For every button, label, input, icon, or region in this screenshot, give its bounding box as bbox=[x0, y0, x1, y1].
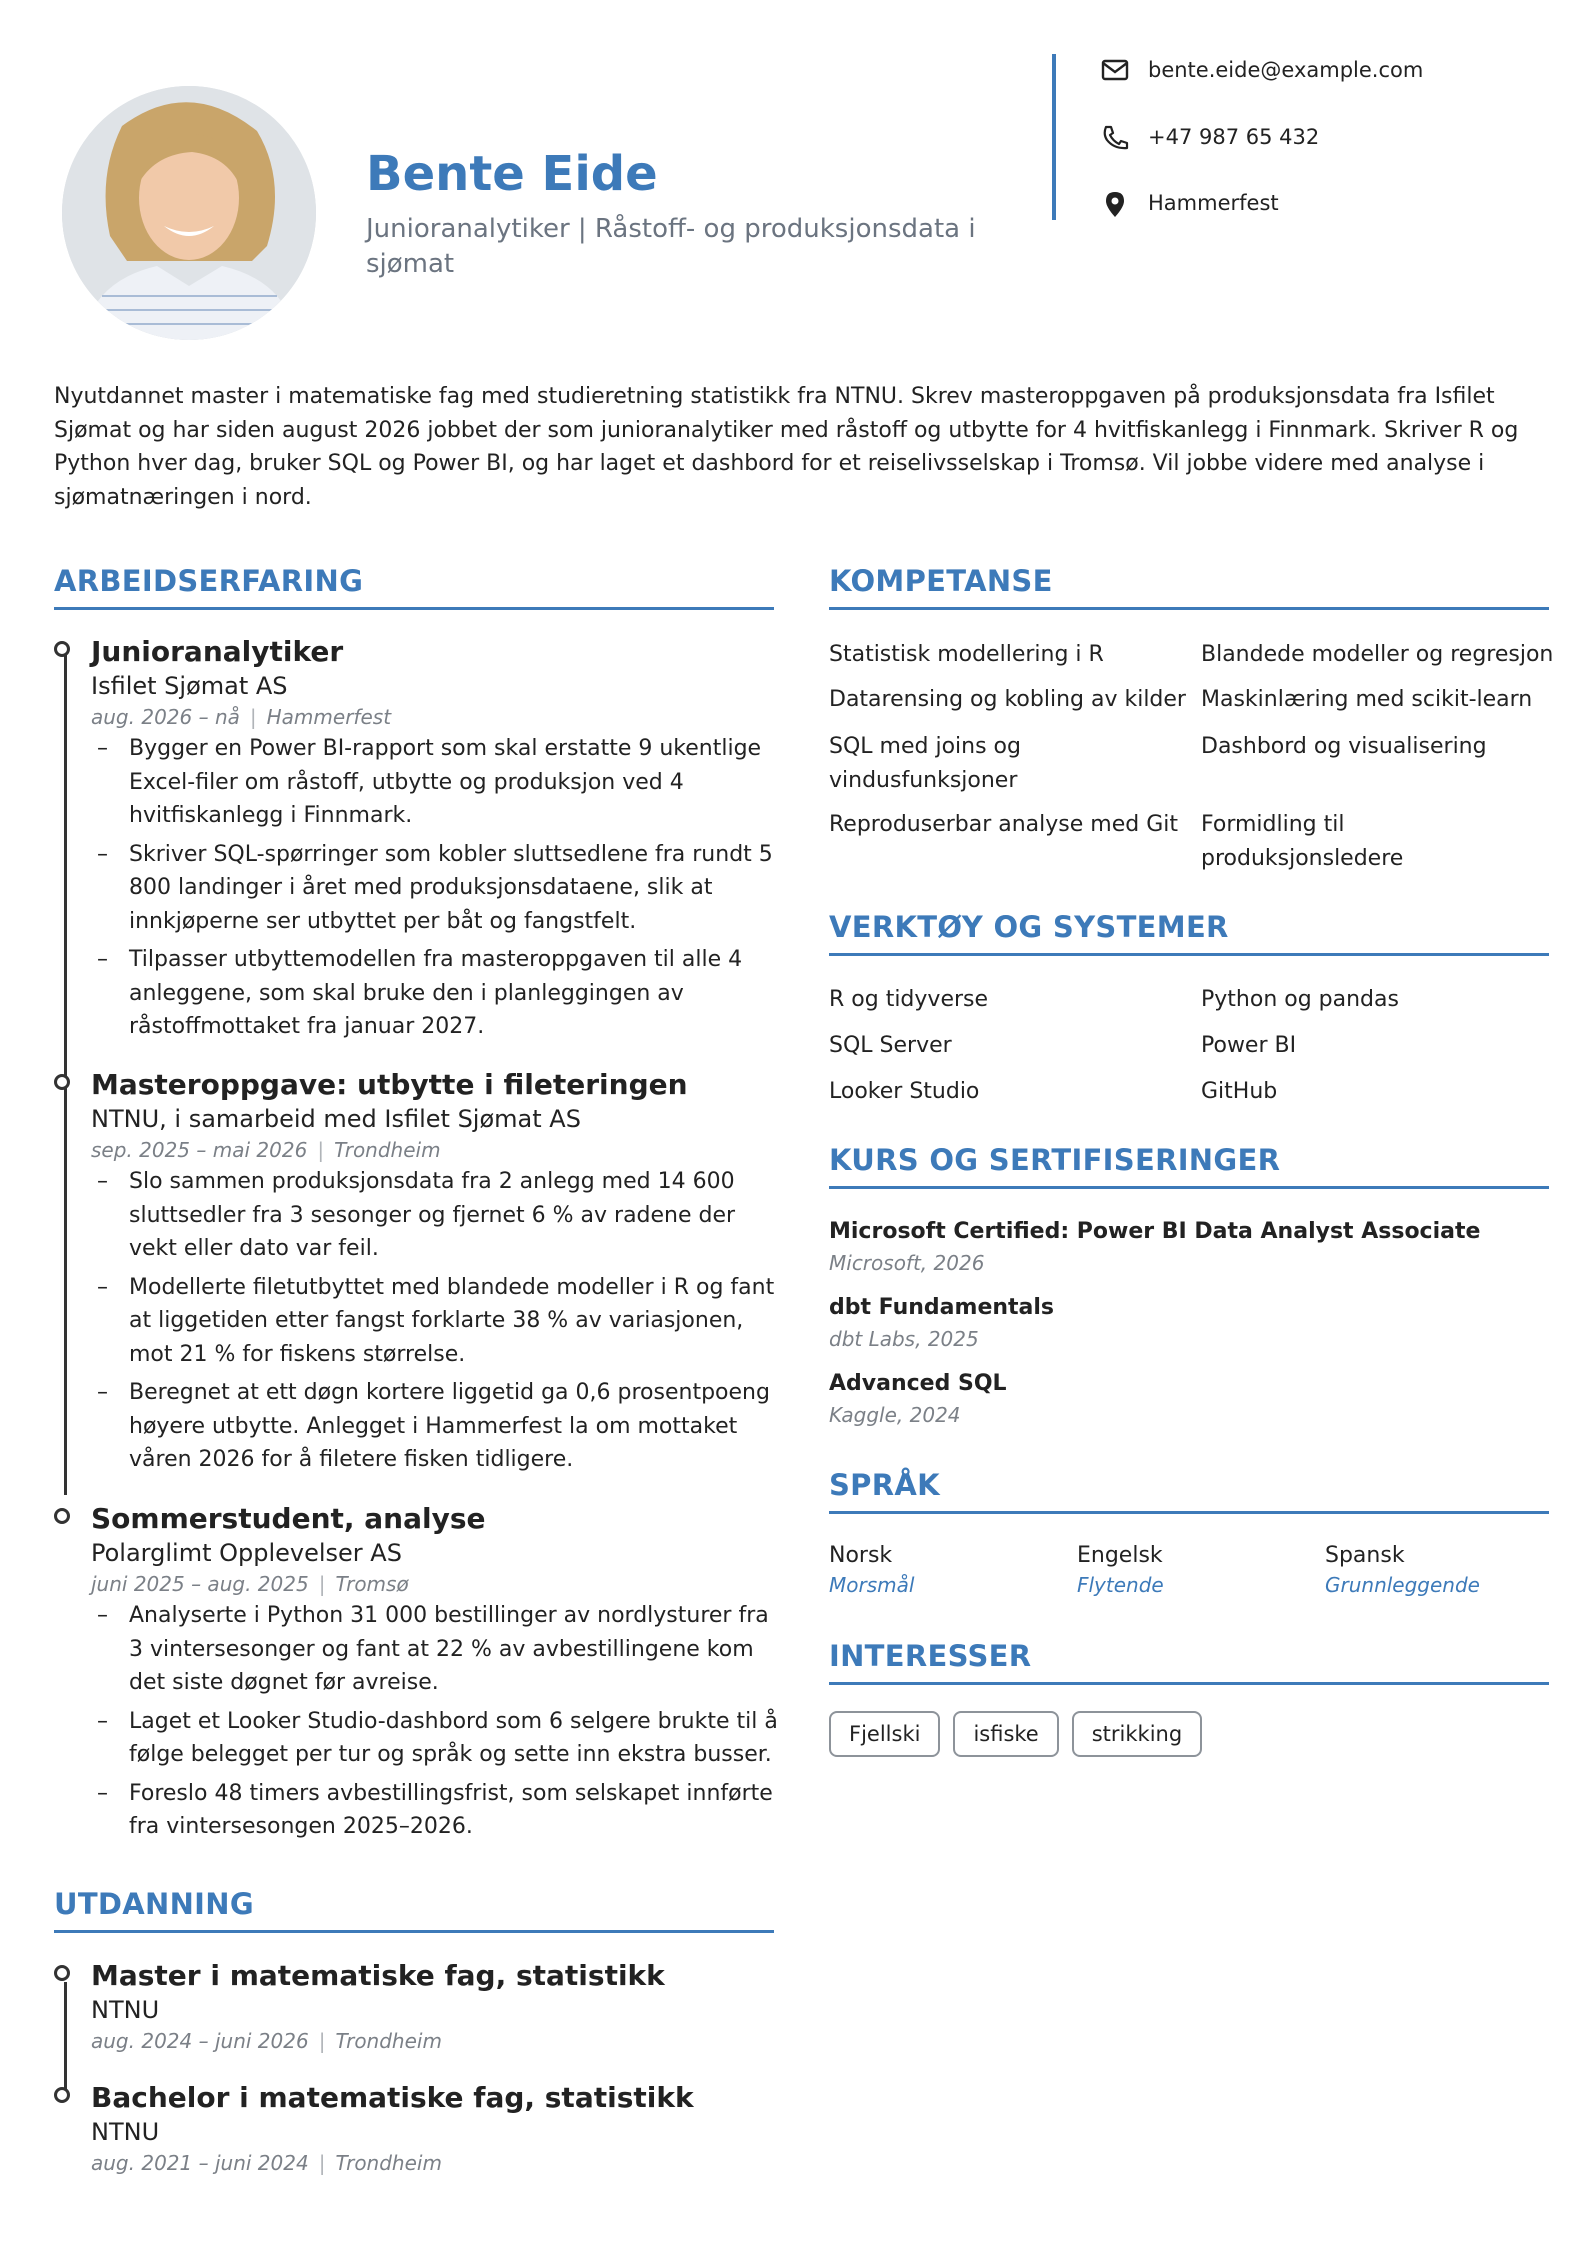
job-bullet: – Tilpasser utbyttemodellen fra masteroppgaven til alle 4 anleggene, som skal bruke den i planleggingen av råstoffmottaket fra januar 2027. bbox=[91, 943, 781, 1044]
language-item bbox=[1325, 1541, 1480, 1599]
language-name: Engelsk bbox=[1077, 1543, 1163, 1568]
education-school: NTNU bbox=[91, 1996, 160, 2024]
language-level: Grunnleggende bbox=[1325, 1573, 1480, 1597]
job-date: juni 2025 – aug. 2025 bbox=[91, 1572, 309, 1596]
language-level: Flytende bbox=[1077, 1573, 1164, 1597]
education-date: aug. 2021 – juni 2024 bbox=[91, 2151, 309, 2175]
education-item-2 bbox=[91, 2080, 781, 2178]
tool-item: Power BI bbox=[1201, 1033, 1297, 1058]
job-bullets bbox=[91, 732, 781, 1044]
language-level: Morsmål bbox=[829, 1573, 915, 1597]
tool-item: Looker Studio bbox=[829, 1079, 980, 1104]
job-bullet: – Bygger en Power BI-rapport som skal erstatte 9 ukentlige Excel-filer om råstoff, utbytte og produksjon ved 4 hvitfiskanlegg i Finnmark. bbox=[91, 732, 781, 833]
course-name: Advanced SQL bbox=[829, 1371, 1007, 1396]
timeline-dot bbox=[54, 2087, 70, 2103]
education-place: Trondheim bbox=[335, 2029, 442, 2053]
person-photo-illustration bbox=[62, 86, 316, 340]
course-item bbox=[829, 1216, 1549, 1278]
section-title-languages: SPRÅK bbox=[829, 1468, 940, 1502]
job-title: Junioranalytiker bbox=[91, 635, 344, 668]
job-bullet: – Beregnet at ett døgn kortere liggetid ga 0,6 prosentpoeng høyere utbytte. Anlegget i Hammerfest la om mottaket våren 2026 for å filetere fisken tidligere. bbox=[91, 1376, 781, 1477]
tool-item: Python og pandas bbox=[1201, 987, 1399, 1012]
job-title: Sommerstudent, analyse bbox=[91, 1502, 486, 1535]
contact-email-text: bente.eide@example.com bbox=[1148, 58, 1424, 82]
job-bullet: – Analyserte i Python 31 000 bestillinger av nordlysturer fra 3 vintersesonger og fant at 22 % av avbestillingene kom det siste døgnet før avreise. bbox=[91, 1599, 781, 1700]
tool-item: SQL Server bbox=[829, 1033, 952, 1058]
job-meta: sep. 2025 – mai 2026 | Trondheim bbox=[91, 1138, 441, 1162]
interest-tag: strikking bbox=[1072, 1711, 1202, 1757]
mail-icon bbox=[1100, 57, 1130, 83]
job-org: Polarglimt Opplevelser AS bbox=[91, 1539, 402, 1567]
skill-item: SQL med joins og vindusfunksjoner bbox=[829, 734, 1021, 793]
job-bullets bbox=[91, 1599, 781, 1844]
contact-phone-text: +47 987 65 432 bbox=[1148, 125, 1320, 149]
section-title-skills: KOMPETANSE bbox=[829, 564, 1053, 598]
education-meta: aug. 2021 – juni 2024 | Trondheim bbox=[91, 2151, 442, 2175]
job-org: NTNU, i samarbeid med Isfilet Sjømat AS bbox=[91, 1105, 581, 1133]
candidate-name: Bente Eide bbox=[366, 146, 658, 202]
section-title-education: UTDANNING bbox=[54, 1887, 254, 1921]
job-bullet: – Foreslo 48 timers avbestillingsfrist, som selskapet innførte fra vintersesongen 2025–2026. bbox=[91, 1777, 781, 1844]
section-title-courses: KURS OG SERTIFISERINGER bbox=[829, 1143, 1281, 1177]
section-rule-interests bbox=[829, 1682, 1549, 1685]
timeline-dot bbox=[54, 1965, 70, 1981]
job-bullet: – Slo sammen produksjonsdata fra 2 anlegg med 14 600 sluttsedler fra 3 sesonger og fjernet 6 % av radene der vekt eller dato var feil. bbox=[91, 1165, 781, 1266]
job-title: Masteroppgave: utbytte i fileteringen bbox=[91, 1068, 688, 1101]
language-name: Norsk bbox=[829, 1543, 893, 1568]
job-date: sep. 2025 – mai 2026 bbox=[91, 1138, 308, 1162]
contact-phone[interactable] bbox=[1102, 120, 1319, 154]
education-school: NTNU bbox=[91, 2118, 160, 2146]
section-rule-skills bbox=[829, 607, 1549, 610]
job-meta: juni 2025 – aug. 2025 | Tromsø bbox=[91, 1572, 409, 1596]
phone-icon bbox=[1100, 124, 1130, 150]
job-place: Trondheim bbox=[334, 1138, 441, 1162]
contact-location-text: Hammerfest bbox=[1148, 191, 1279, 215]
section-rule-tools bbox=[829, 953, 1549, 956]
job-bullet: – Modellerte filetutbyttet med blandede modeller i R og fant at liggetiden etter fangst forklarte 38 % av variasjonen, mot 21 % for fiskens størrelse. bbox=[91, 1271, 781, 1372]
section-rule-experience bbox=[54, 607, 774, 610]
skill-item: Dashbord og visualisering bbox=[1201, 734, 1487, 759]
skill-item: Maskinlæring med scikit-learn bbox=[1201, 687, 1533, 712]
course-item bbox=[829, 1292, 1549, 1354]
section-title-interests: INTERESSER bbox=[829, 1639, 1032, 1673]
education-place: Trondheim bbox=[335, 2151, 442, 2175]
education-meta: aug. 2024 – juni 2026 | Trondheim bbox=[91, 2029, 442, 2053]
job-meta: aug. 2026 – nå | Hammerfest bbox=[91, 705, 392, 729]
job-date: aug. 2026 – nå bbox=[91, 705, 240, 729]
tool-item: GitHub bbox=[1201, 1079, 1278, 1104]
profile-photo bbox=[62, 86, 316, 340]
job-bullet: – Laget et Looker Studio-dashbord som 6 selgere brukte til å følge belegget per tur og språk og sette inn ekstra busser. bbox=[91, 1705, 781, 1772]
education-degree: Bachelor i matematiske fag, statistikk bbox=[91, 2081, 694, 2114]
language-item bbox=[829, 1541, 914, 1599]
candidate-headline: Junioranalytiker | Råstoff- og produksjonsdata i sjømat bbox=[366, 214, 976, 279]
contact-email[interactable] bbox=[1102, 53, 1423, 87]
education-date: aug. 2024 – juni 2026 bbox=[91, 2029, 309, 2053]
skill-item: Reproduserbar analyse med Git bbox=[829, 812, 1178, 837]
timeline-dot bbox=[54, 1074, 70, 1090]
course-meta: Microsoft, 2026 bbox=[829, 1251, 985, 1275]
experience-item-2 bbox=[91, 1067, 781, 1482]
skill-item: Blandede modeller og regresjon bbox=[1201, 642, 1554, 667]
interest-tag: Fjellski bbox=[829, 1711, 940, 1757]
timeline-dot bbox=[54, 641, 70, 657]
skill-item: Statistisk modellering i R bbox=[829, 642, 1104, 667]
skill-item: Datarensing og kobling av kilder bbox=[829, 687, 1186, 712]
job-place: Hammerfest bbox=[266, 705, 392, 729]
language-item bbox=[1077, 1541, 1164, 1599]
interest-tag: isfiske bbox=[953, 1711, 1058, 1757]
course-name: Microsoft Certified: Power BI Data Analyst Associate bbox=[829, 1219, 1481, 1244]
course-meta: Kaggle, 2024 bbox=[829, 1403, 961, 1427]
job-place: Tromsø bbox=[335, 1572, 409, 1596]
course-name: dbt Fundamentals bbox=[829, 1295, 1055, 1320]
job-org: Isfilet Sjømat AS bbox=[91, 672, 288, 700]
contact-location bbox=[1102, 186, 1279, 220]
profile-summary: Nyutdannet master i matematiske fag med studieretning statistikk fra NTNU. Skrev masteroppgaven på produksjonsdata fra Isfilet Sjømat og har siden august 2026 jobbet der som junioranalytiker med råstoff og utbytte for 4 hvitfiskanlegg i Finnmark. Skriver R og Python hver dag, bruker SQL og Power BI, og har laget et dashbord for et reiselivsselskap i Tromsø. Vil jobbe videre med analyse i sjømatnæringen i nord. bbox=[54, 384, 1519, 510]
contact-divider bbox=[1052, 54, 1056, 220]
interest-tags bbox=[829, 1711, 1202, 1757]
job-bullet: – Skriver SQL-spørringer som kobler sluttsedlene fra rundt 5 800 landinger i året med produksjonsdataene, slik at innkjøperne ser utbyttet per båt og fangstfelt. bbox=[91, 838, 781, 939]
section-title-tools: VERKTØY OG SYSTEMER bbox=[829, 910, 1229, 944]
education-degree: Master i matematiske fag, statistikk bbox=[91, 1959, 665, 1992]
tool-item: R og tidyverse bbox=[829, 987, 989, 1012]
experience-item-1 bbox=[91, 634, 781, 1049]
education-item-1 bbox=[91, 1958, 781, 2056]
experience-item-3 bbox=[91, 1501, 781, 1849]
course-meta: dbt Labs, 2025 bbox=[829, 1327, 979, 1351]
location-pin-icon bbox=[1100, 190, 1130, 218]
timeline-line-education bbox=[64, 1982, 67, 2092]
course-item bbox=[829, 1368, 1549, 1430]
language-name: Spansk bbox=[1325, 1543, 1405, 1568]
section-rule-languages bbox=[829, 1511, 1549, 1514]
job-bullets bbox=[91, 1165, 781, 1477]
section-title-experience: ARBEIDSERFARING bbox=[54, 564, 364, 598]
section-rule-courses bbox=[829, 1186, 1549, 1189]
timeline-dot bbox=[54, 1508, 70, 1524]
skill-item: Formidling til produksjonsledere bbox=[1201, 812, 1404, 871]
section-rule-education bbox=[54, 1930, 774, 1933]
